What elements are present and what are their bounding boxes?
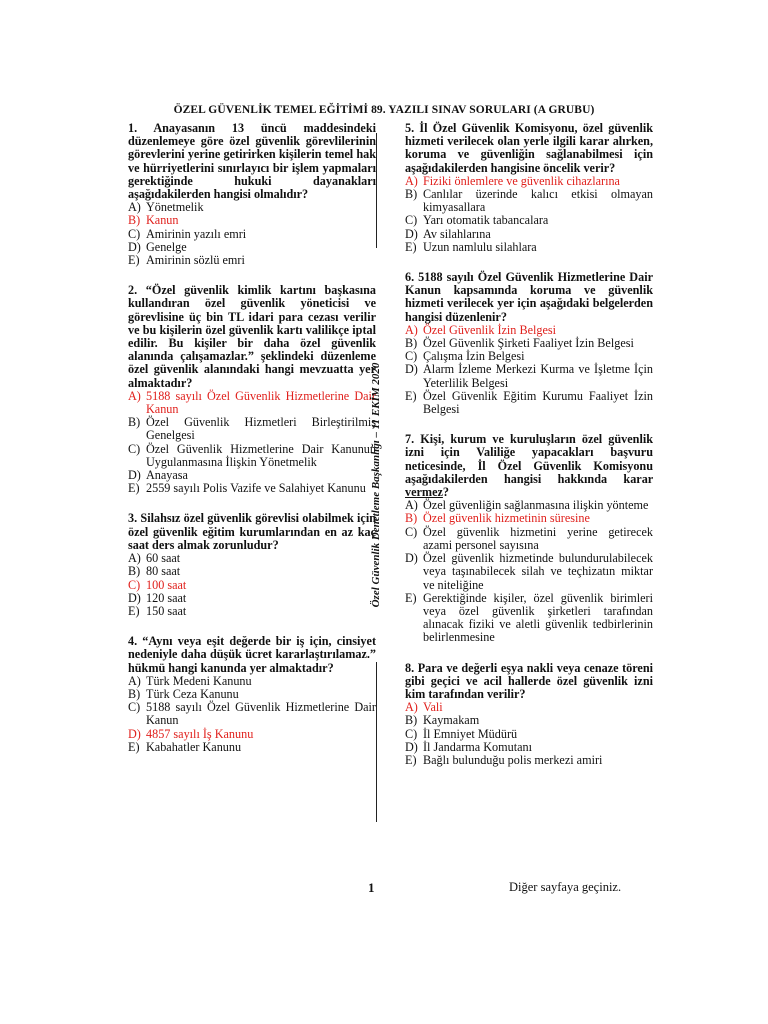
question-6	[405, 271, 653, 416]
option-d-answer: D) 4857 sayılı İş Kanunu	[128, 726, 254, 741]
option-b-answer: B) Özel güvenlik hizmetinin süresine	[405, 511, 590, 526]
column-divider-bottom	[376, 662, 377, 822]
question-5	[405, 122, 653, 254]
option-b: B) Özel Güvenlik Hizmetleri Birleştirilmiş Genelgesi	[128, 415, 376, 443]
option-e: E) 150 saat	[128, 603, 187, 618]
option-e: E) Özel Güvenlik Eğitim Kurumu Faaliyet İzin Belgesi	[405, 388, 653, 417]
page-number: 1	[368, 880, 375, 895]
option-b: B) Türk Ceza Kanunu	[128, 686, 239, 701]
option-c: C) Çalışma İzin Belgesi	[405, 349, 525, 364]
option-d: D) Genelge	[128, 239, 187, 254]
option-c: C) Amirinin yazılı emri	[128, 226, 247, 241]
sidebar-department-date: Özel Güvenlik Denetleme Başkanlığı – 11 EKİM 2020	[370, 362, 382, 608]
option-b: B) 80 saat	[128, 564, 181, 579]
option-c-answer: C) 100 saat	[128, 577, 187, 592]
question-stem: 3. Silahsız özel güvenlik görevlisi olabilmek için özel güvenlik eğitim kurumlarından en az kaç saat ders almak zorunludur?	[128, 511, 376, 552]
option-d: D) Anayasa	[128, 468, 188, 483]
question-1	[128, 122, 376, 267]
question-7	[405, 433, 653, 644]
question-stem: 4. “Aynı veya eşit değerde bir iş için, cinsiyet nedeniyle daha düşük ücret kararlaştırılamaz.” hükmü hangi kanunda yer almaktadır?	[128, 634, 376, 675]
option-d: D) İl Jandarma Komutanı	[405, 739, 532, 754]
option-d: D) 120 saat	[128, 590, 187, 605]
right-column	[405, 122, 653, 784]
question-stem: 8. Para ve değerli eşya nakli veya cenaze töreni gibi geçici ve acil hallerde özel güvenlik izni kim tarafından verilir?	[405, 660, 653, 701]
negation-underlined: vermez	[405, 485, 443, 500]
question-4	[128, 635, 376, 754]
left-column	[128, 122, 376, 771]
option-a-answer: A) 5188 sayılı Özel Güvenlik Hizmetlerine Dair Kanun	[128, 388, 376, 417]
column-divider-top	[376, 133, 377, 248]
question-3	[128, 512, 376, 618]
option-a: A) Türk Medeni Kanunu	[128, 673, 252, 688]
option-d: D) Av silahlarına	[405, 226, 491, 241]
option-a: A) Özel güvenliğin sağlanmasına ilişkin yönteme	[405, 498, 649, 513]
question-stem: 6. 5188 sayılı Özel Güvenlik Hizmetlerine Dair Kanun kapsamında koruma ve güvenlik hizmeti verilecek yer için aşağıdaki belgelerden hangisi düzenlenir?	[405, 270, 653, 324]
option-e: E) Gerektiğinde kişiler, özel güvenlik birimleri veya özel güvenlik şirketleri tarafından alınacak fiziki ve aletli güvenlik tedbirlerinin belirlenmesine	[405, 590, 653, 645]
option-c: C) Özel Güvenlik Hizmetlerine Dair Kanunun Uygulanmasına İlişkin Yönetmelik	[128, 441, 376, 469]
option-b: B) Özel Güvenlik Şirketi Faaliyet İzin Belgesi	[405, 336, 634, 351]
option-e: E) Uzun namlulu silahlara	[405, 239, 537, 254]
option-c: C) İl Emniyet Müdürü	[405, 726, 518, 741]
question-stem: 7. Kişi, kurum ve kuruluşların özel güvenlik izni için Valiliğe yapacakları başvuru neticesinde, İl Özel Güvenlik Komisyonu aşağıdakilerden hangisi hakkında karar vermez?	[405, 432, 653, 500]
option-a: A) 60 saat	[128, 551, 181, 566]
option-c: C) Özel güvenlik hizmetini yerine getirecek azami personel sayısına	[405, 524, 653, 552]
option-a-answer: A) Fiziki önlemlere ve güvenlik cihazlarına	[405, 173, 620, 188]
question-8	[405, 662, 653, 768]
option-a-answer: A) Özel Güvenlik İzin Belgesi	[405, 322, 557, 337]
option-b: B) Canlılar üzerinde kalıcı etkisi olmayan kimyasallara	[405, 187, 653, 215]
question-2	[128, 284, 376, 495]
question-stem: 5. İl Özel Güvenlik Komisyonu, özel güvenlik hizmeti verilecek olan yerle ilgili karar alırken, koruma ve güvenliğin sağlanabilmesi için aşağıdakilerden hangisine öncelik verir?	[405, 121, 653, 175]
option-b: B) Kaymakam	[405, 713, 480, 728]
option-e: E) 2559 sayılı Polis Vazife ve Salahiyet Kanunu	[128, 481, 366, 496]
exam-title: ÖZEL GÜVENLİK TEMEL EĞİTİMİ 89. YAZILI SINAV SORULARI (A GRUBU)	[173, 104, 595, 116]
option-e: E) Kabahatler Kanunu	[128, 739, 242, 754]
option-e: E) Amirinin sözlü emri	[128, 253, 245, 268]
option-c: C) Yarı otomatik tabancalara	[405, 213, 549, 228]
question-stem: 2. “Özel güvenlik kimlik kartını başkasına kullandıran özel güvenlik yöneticisi ve görevlisine üç bin TL idari para cezası verilir ve bu kişilerin özel güvenlik kartı valilikçe iptal edilir. Bu kişiler bir daha özel güvenlik alanında çalışamazlar.” şeklindeki düzenleme özel güvenlik alanındaki hangi mevzuatta yer almaktadır?	[128, 283, 376, 390]
question-stem: 1. Anayasanın 13 üncü maddesindeki düzenlemeye göre özel güvenlik görevlilerinin görevlerini yerine getirirken kişilerin temel hak ve hürriyetlerini sınırlayıcı bir işlem yapmaları gerektiğinde hukuki dayanakları aşağıdakilerden hangisi olmalıdır?	[128, 121, 376, 202]
option-e: E) Bağlı bulunduğu polis merkezi amiri	[405, 752, 603, 767]
option-c: C) 5188 sayılı Özel Güvenlik Hizmetlerine Dair Kanun	[128, 700, 376, 728]
next-page-note: Diğer sayfaya geçiniz.	[509, 880, 622, 894]
option-b-answer: B) Kanun	[128, 213, 179, 228]
option-a-answer: A) Vali	[405, 700, 443, 715]
option-a: A) Yönetmelik	[128, 200, 204, 215]
option-d: D) Özel güvenlik hizmetinde bulundurulabilecek veya taşınabilecek silah ve teçhizatın miktar ve niteliğine	[405, 551, 653, 592]
option-d: D) Alarm İzleme Merkezi Kurma ve İşletme İçin Yeterlilik Belgesi	[405, 362, 653, 390]
